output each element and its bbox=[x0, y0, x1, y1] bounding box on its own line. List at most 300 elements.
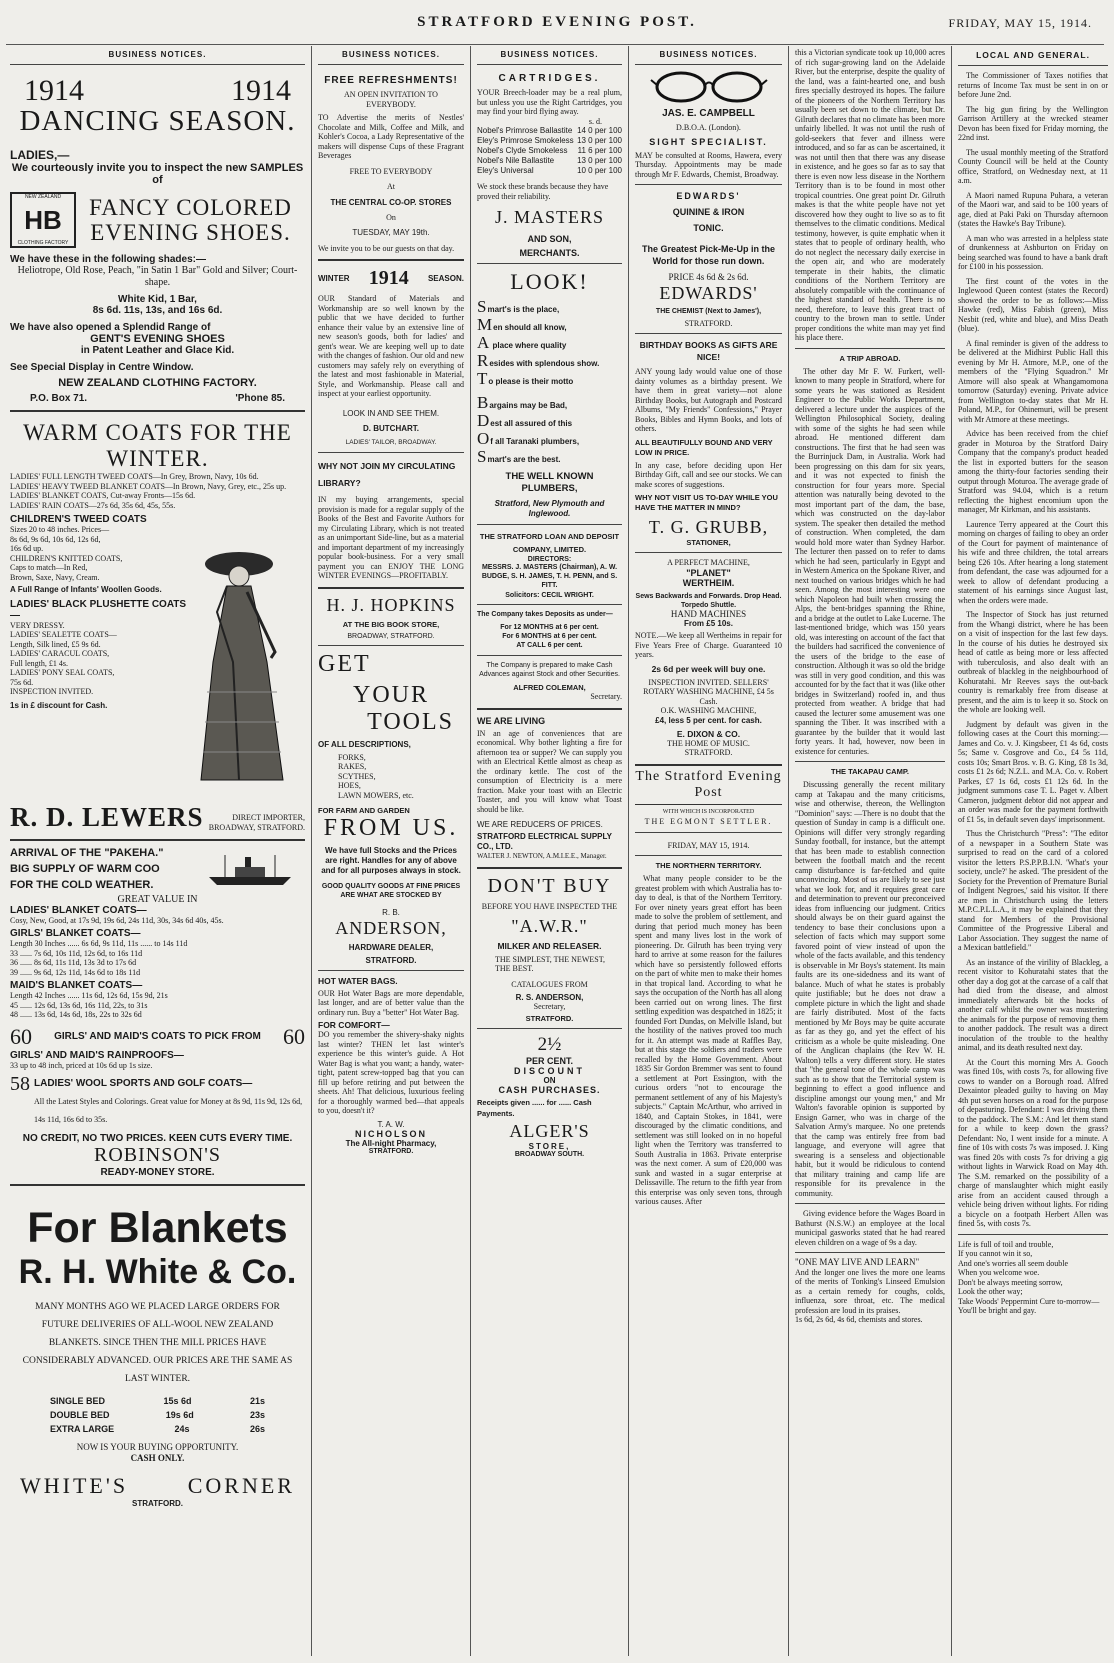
edwards-stratford: STRATFORD. bbox=[684, 318, 733, 328]
fancy-shoes-block bbox=[10, 192, 305, 248]
dixon-name: E. DIXON & CO. bbox=[676, 728, 741, 739]
farm-garden: FOR FARM AND GARDEN bbox=[318, 806, 410, 815]
lewers-address-line2: BROADWAY, STRATFORD. bbox=[208, 823, 305, 832]
divider bbox=[318, 970, 464, 971]
masthead bbox=[0, 0, 1114, 40]
winter-right: SEASON. bbox=[427, 274, 464, 283]
taw-initials: T. A. W. bbox=[377, 1119, 405, 1129]
fancy-shoes-headline: FANCY COLORED EVENING SHOES. bbox=[89, 195, 292, 245]
directors-label: DIRECTORS: bbox=[527, 556, 572, 563]
acrostic-line bbox=[477, 431, 622, 449]
column-2-advertisements bbox=[312, 46, 471, 1656]
lady-in-coat-illustration bbox=[187, 542, 297, 787]
loan-company: THE STRATFORD LOAN AND DEPOSIT COMPANY, LIMITED. bbox=[479, 532, 620, 554]
hot-water-bags: HOT WATER BAGS. bbox=[318, 975, 398, 986]
coat-line: LADIES' FULL LENGTH TWEED COATS—In Grey, Brown, Navy, 10s 6d. bbox=[10, 472, 259, 481]
issue-date: FRIDAY, MAY 15, 1914. bbox=[948, 16, 1092, 30]
acrostic-initial: O bbox=[477, 429, 490, 448]
divider bbox=[477, 867, 622, 869]
northern-territory-text: What many people consider to be the greatest problem with which Australia has to-day to deal, is that of the Northern Territory. For over ninety years great effort has been made to solve the problem of settlement, and during that period much money has been spent and many lives lost in the work of pioneering. Dr. Gilruth has been trying very hard to arrive at some reason for the failures which have so persistently followed efforts on the part of white men to make their homes in that tropical land. According to what he says the occupation of the North has all along been carried out on wrong lines. The first settling expedition was despatched in 1825; it founded Fort Dundas, on Melville Island, but the hostility of the natives proved too much for it. An attempt was made at Raffles Bay, but at this stage the soldiers and traders were recalled by the Home Government. About 1835 Sir Gordon Bremmer was sent to found a settlement at Port Essington, with the curious orders "not to encourage the permanent settlement of any of his Majesty's subjects." Captain McArthur, who arrived in 1840, and Captain Stokes, in 1841, were discouraged by the climatic conditions, and settlement was still looked on in no hopeful light when the Territory was transferred to South Australia in 1863. Private enterprise was the next comer. A sum of £20,000 was sunk and wasted in a sugar enterprise at Delissaville. The return to the fifth year from this enterprise was only seven tons, through various causes. After bbox=[635, 874, 782, 1206]
cartridge-name: Eley's Primrose Smokeless bbox=[477, 136, 574, 145]
column-1-advertisements bbox=[4, 46, 312, 1656]
shoe-prices: 8s 6d. 11s, 13s, and 16s 6d. bbox=[92, 305, 223, 316]
blanket-coats: LADIES' BLANKET COATS— bbox=[10, 904, 147, 916]
robinsons-ad bbox=[10, 847, 305, 1178]
verse-line: Take Woods' Peppermint Cure to-morrow— bbox=[958, 1296, 1100, 1306]
verse bbox=[958, 1240, 1108, 1316]
awr-name: "A.W.R." bbox=[511, 915, 588, 936]
acrostic-text: argains may be Bad, bbox=[489, 401, 568, 410]
territory-continued: this a Victorian syndicate took up 10,000 acres of rich sugar-growing land on the Adelaide River, but the enterprise, despite the quality of the land, was a faint-hearted one, and bush fires specially destroyed its hopes. The failure of the pioneers of the Northern Territory has usually been set down to the climate, but Dr. Gilruth declares that no climate has been more unfairly libelled. It was not until the rush of gold-seekers that fever and illness were introduced, and so far as can be ascertained, it was not until then that there was any disease in existence, and he goes so far as to say that there is even now less disease in the Northern Territory than is to be found in most other tropical countries. One great point Dr. Gilruth makes is that the white people have not yet discovered how they ought to live so as to fit themselves to the climatic conditions. Medical testimony, however, is quite emphatic when it states that to people of ordinary health, who do not neglect the necessary daily exercise in the open air, and who are moderately temperate in their habits, the climatic conditions of the Northern Territory are absolutely compatible with the continuance of the highest standard of health. There is no need, therefore, to leave this great tract of country to the brown man to settle. Under proper conditions the white man may yet find his place there. bbox=[795, 48, 945, 342]
child-line: Sizes 20 to 48 inches. Prices— bbox=[10, 525, 110, 534]
divider bbox=[10, 410, 305, 412]
takapau-heading: THE TAKAPAU CAMP. bbox=[831, 767, 909, 776]
cartridge-price: 13 0 per 100 bbox=[577, 156, 622, 165]
anderson-stratford: STRATFORD. bbox=[365, 955, 417, 965]
cartridge-price: 10 0 per 100 bbox=[577, 166, 622, 175]
blanket-text: MANY MONTHS AGO WE PLACED LARGE ORDERS FOR FUTURE DELIVERIES OF ALL-WOOL NEW ZEALAND BLANKETS. SINCE THEN THE MILL PRICES HAVE CONSIDERABLY ADVANCED. OUR PRICES ARE THE SAME AS LAST WINTER. bbox=[22, 1302, 293, 1384]
column-4-advertisements-and-editorial bbox=[629, 46, 789, 1656]
hopkins-name: H. J. HOPKINS bbox=[326, 594, 456, 615]
your-headline: YOUR bbox=[352, 681, 429, 708]
acrostic-text: mart's is the place, bbox=[487, 305, 560, 314]
coat-line: LADIES' RAIN COATS—27s 6d, 35s 6d, 45s, 55s. bbox=[10, 500, 176, 510]
bed-row bbox=[10, 1422, 305, 1436]
why-not-visit: WHY NOT VISIT US TO-DAY WHILE YOU HAVE THE MATTER IN MIND? bbox=[635, 493, 778, 512]
plush-line: INSPECTION INVITED. bbox=[10, 687, 94, 696]
free-to-everybody: FREE TO EVERYBODY bbox=[349, 166, 433, 176]
dont-buy-headline: DON'T BUY bbox=[487, 875, 612, 897]
maids-line: 48 ...... 13s 6d, 14s 6d, 18s, 22s to 32s 6d bbox=[10, 1010, 142, 1019]
wool-line: All the Latest Styles and Colorings. Great value for Money at 8s 9d, 11s 9d, 12s 6d, 14s 11d, 16s 6d to 35s. bbox=[34, 1097, 303, 1124]
hand-machines: HAND MACHINES bbox=[670, 608, 747, 619]
plush-line: LADIES' CARACUL COATS, bbox=[10, 649, 110, 658]
look-headline: LOOK! bbox=[510, 269, 589, 294]
bed-price: 19s 6d bbox=[165, 1410, 194, 1420]
on-word: ON bbox=[543, 1075, 556, 1085]
bed-price: 15s 6d bbox=[163, 1396, 192, 1406]
coleman-title: Secretary. bbox=[590, 692, 622, 701]
ladies-salutation: LADIES,— bbox=[10, 148, 70, 162]
girls-line: 36 ...... 8s 6d, 11s 11d, 13s 3d to 17s 6d bbox=[10, 958, 137, 967]
column-6-local-and-general bbox=[952, 46, 1114, 1656]
gents-shoes: GENT'S EVENING SHOES bbox=[90, 333, 225, 345]
plush-line: VERY DRESSY. bbox=[10, 620, 65, 630]
bed-label: SINGLE BED bbox=[50, 1396, 106, 1406]
cartridge-row bbox=[477, 126, 622, 136]
algers-name: ALGER'S bbox=[509, 1120, 590, 1141]
butchart: D. BUTCHART. bbox=[363, 424, 419, 433]
po-box: P.O. Box 71. bbox=[30, 393, 88, 404]
logo-top-text: NEW ZEALAND bbox=[24, 194, 62, 200]
section-header: BUSINESS NOTICES. bbox=[500, 50, 599, 59]
news-paragraph: The Commissioner of Taxes notifies that returns of Income Tax must be sent in on or before June 2nd. bbox=[958, 71, 1108, 99]
simplest-newest: THE SIMPLEST, THE NEWEST, THE BEST. bbox=[495, 954, 605, 973]
divider bbox=[10, 1184, 305, 1186]
why-join-library: WHY NOT JOIN MY CIRCULATING LIBRARY? bbox=[318, 461, 456, 488]
nicholson-name: NICHOLSON bbox=[355, 1129, 427, 1139]
one-may-live-price: 1s 6d, 2s 6d, 4s 6d, chemists and stores. bbox=[795, 1315, 923, 1324]
divider bbox=[318, 452, 464, 453]
logo-bottom-text: CLOTHING FACTORY bbox=[17, 240, 69, 246]
full-stocks: We have full Stocks and the Prices are right. Handles for any of above and for all purposes always in stock. bbox=[321, 846, 461, 875]
girls-line: 33 ...... 7s 6d, 10s 11d, 12s 6d, to 16s 11d bbox=[10, 948, 143, 958]
divider bbox=[635, 184, 782, 185]
bed-price: 23s bbox=[249, 1410, 265, 1420]
algers-store: STORE, bbox=[528, 1141, 571, 1151]
one-may-live-heading: "ONE MAY LIVE AND LEARN" bbox=[795, 1257, 920, 1267]
section-header: BUSINESS NOTICES. bbox=[342, 50, 440, 59]
cartridge-name: Nobel's Primrose Ballastite bbox=[477, 126, 573, 135]
child-line: CHILDREN'S KNITTED COATS, bbox=[10, 553, 123, 563]
open-invitation: AN OPEN INVITATION TO EVERYBODY. bbox=[344, 90, 438, 109]
anderson-secretary: Secretary, bbox=[533, 1002, 566, 1011]
from-us-headline: FROM US. bbox=[323, 815, 459, 841]
acrostic-text: place where quality bbox=[490, 341, 567, 350]
divider bbox=[795, 761, 945, 762]
divider bbox=[958, 65, 1108, 66]
divider bbox=[477, 655, 622, 656]
cartridge-name: Eley's Universal bbox=[477, 166, 534, 175]
cartridge-price: 14 0 per 100 bbox=[577, 126, 622, 135]
birthday-books: BIRTHDAY BOOKS AS GIFTS ARE NICE! bbox=[639, 340, 778, 362]
trip-abroad-text: The other day Mr F. W. Furkert, well-known to many people in Stratford, where for some years he was stationed as Resident Engineer to the Public Works Department, delivered a lecture under the auspices of the Wellington Philosophical Society, dealing with some of the sights he had seen while abroad. He mentioned different dam constructions. The first that he had seen was the Burrinjuck Dam, in Australia. Work had been progressing on this dam for six years, and it was not expected to finish the construction for four years more. Special attention was naturally being devoted to the most important part of the dam, the base, which was constructed on the day-labor system. The speaker then detailed the method of construction. When completed, the dam would hold more water than Sydney Harbor. The lecturer then passed on to refer to dams which he had seen, particularly in Egypt and in Western America on the Spokane River, and next touched on various bridges which he had seen. Among the most interesting were one which Napoleon had built when crossing the Alps, the bent-bridges spanning the Rhine, and a bridge at the outlet to Lake Lucerne. The last-mentioned bridge, which was 150 years old, was interesting on account of the fact that the builders had sacrificed the convenience of the users of the bridge to the ease of construction. Although it was so old the bridge was still in very good condition, and this was accounted for by the fact that it was (like other bridges in Switzerland) roofed in, and thus protected from weather. A bridge that had caused the lecturer some amusement was one spanning the Tiber. It was inscribed with a guarantee by the builder that it would last forty years. It had, however, now been in existence for centuries. bbox=[795, 366, 946, 756]
fifty-eight: 58 bbox=[10, 1073, 30, 1095]
column-5-editorial bbox=[789, 46, 952, 1656]
acrostic-text: en should all know, bbox=[493, 323, 567, 332]
dancing-season-headline: DANCING SEASON. bbox=[19, 105, 296, 137]
trip-abroad-heading: A TRIP ABROAD. bbox=[839, 353, 901, 363]
news-paragraph: A final reminder is given of the address to be delivered at the Midhirst Public Hall this evening by Mr H. Atmore, M.P., one of the members of the "Flying Squadron." Mr Atmore will also speak at Whangamomona tomorrow (Saturday) evening. Private advice from Wellington to-day states that Mr H. Poland, M.P., for Ohinemuri, will be present with Mr Atmore at these meetings. bbox=[958, 338, 1108, 424]
hb-monogram-icon: HB bbox=[24, 205, 62, 235]
plush-line: 75s 6d. bbox=[10, 677, 34, 687]
quinine-iron: QUININE & IRON bbox=[672, 207, 745, 217]
tool-list bbox=[318, 753, 464, 801]
local-general-heading: LOCAL AND GENERAL. bbox=[976, 50, 1090, 60]
central-co-op: THE CENTRAL CO-OP. STORES bbox=[330, 197, 452, 207]
nz-clothing-factory-logo bbox=[10, 192, 76, 248]
shades-text: Heliotrope, Old Rose, Peach, "in Satin 1 Bar" Gold and Silver; Court-shape. bbox=[17, 265, 298, 288]
news-paragraph: Thus the Christchurch "Press": "The editor of a newspaper in a Southern State was surprised to read on the card of a colored visitor the letters P.S.P.P.B.I.N. 'What's your society, uncle?' he asked. 'The president of the Society for the Prevention of Premature Burial of Indigent Negroes,' said his visitor. If there are men in Christchurch using the letters M.P.C.P.L.L.A., it may be explained that they stand for Members of the Provisional Committee of the Progressive Liberal and Labor Association. They suggest the name of a Mexican battlefield." bbox=[958, 829, 1108, 952]
bed-price: 26s bbox=[249, 1424, 265, 1434]
acrostic-text: est all assured of this bbox=[490, 419, 573, 428]
divider bbox=[795, 348, 945, 349]
grubb-name: T. G. GRUBB, bbox=[648, 517, 769, 537]
deposits-heading: The Company takes Deposits as under— bbox=[477, 611, 613, 618]
section-header: BUSINESS NOTICES. bbox=[108, 50, 207, 59]
newton-manager: WALTER J. NEWTON, A.M.I.E.E., Manager. bbox=[477, 851, 607, 860]
sixty-right: 60 bbox=[282, 1023, 305, 1049]
acrostic-line bbox=[477, 335, 622, 353]
sixty-left: 60 bbox=[10, 1023, 32, 1049]
library-text: IN my buying arrangements, special provision is made for a regular supply of the Books of the Best and Favorite Authors for my Circulating Library, which is not treated as an unimportant Side-line, but as a material and important department of my increasingly popular book-business. For a very small payment you can ENJOY THE LONG WINTER EVENINGS—PROFITABLY. bbox=[318, 495, 464, 580]
we-are-living: WE ARE LIVING bbox=[477, 715, 546, 726]
per-week: 2s 6d per week will buy one. bbox=[651, 663, 766, 674]
greatest-pick-me-up: The Greatest Pick-Me-Up in the World for those run down. bbox=[641, 244, 776, 266]
tool-item: SCYTHES, bbox=[338, 771, 376, 781]
acrostic-line bbox=[477, 413, 622, 431]
dixon-stratford: STRATFORD. bbox=[684, 748, 733, 757]
tonic-price: PRICE 4s 6d & 2s 6d. bbox=[668, 272, 749, 282]
divider bbox=[635, 855, 782, 856]
deposit-rate: For 6 MONTHS at 6 per cent. bbox=[502, 633, 597, 640]
blanket-line: Cosy, New, Good, at 17s 9d, 19s 6d, 24s 11d, 30s, 34s 6d 40s, 45s. bbox=[10, 915, 224, 925]
coleman: ALFRED COLEMAN, bbox=[513, 683, 586, 692]
deposit-rate: AT CALL 6 per cent. bbox=[516, 642, 583, 649]
girls-coats: GIRLS' BLANKET COATS— bbox=[10, 928, 141, 939]
solicitors: Solicitors: CECIL WRIGHT. bbox=[505, 592, 594, 599]
plush-line: Length, Silk lined, £5 9s 6d. bbox=[10, 639, 101, 649]
column-3-advertisements bbox=[471, 46, 629, 1656]
edwards-heading: EDWARDS' bbox=[676, 191, 741, 201]
year-row bbox=[10, 70, 305, 106]
divider bbox=[318, 64, 464, 65]
sixty-coats-row bbox=[10, 1024, 305, 1050]
cartridges-text: YOUR Breech-loader may be a real plum, but unless you use the Right Cartridges, you may find your bird flying away. bbox=[477, 88, 622, 116]
per-cent: PER CENT. bbox=[525, 1055, 573, 1066]
whites-left: WHITE'S bbox=[20, 1473, 129, 1498]
electrical-company: STRATFORD ELECTRICAL SUPPLY CO., LTD. bbox=[477, 831, 612, 851]
verse-line: Don't be always meeting sorrow, bbox=[958, 1277, 1063, 1287]
reducers: WE ARE REDUCERS OF PRICES. bbox=[477, 820, 603, 829]
hot-water-text: OUR Hot Water Bags are more dependable, last longer, and are of better value than the ordinary run. Buy a "better" Hot Water Bag. bbox=[318, 988, 464, 1017]
masters-name: J. MASTERS bbox=[494, 207, 605, 227]
acrostic-initial: B bbox=[477, 393, 489, 412]
bed-label: DOUBLE BED bbox=[50, 1410, 110, 1420]
look-in: LOOK IN AND SEE THEM. bbox=[342, 408, 440, 418]
for-comfort: FOR COMFORT— bbox=[318, 1020, 390, 1030]
tool-item: RAKES, bbox=[338, 762, 367, 771]
news-paragraph: The usual monthly meeting of the Stratford County Council will be held at the County office, Stratford, on Wednesday next, at 11 a.m. bbox=[958, 147, 1108, 185]
cartridge-price: 11 6 per 100 bbox=[577, 146, 622, 155]
year-left: 1914 bbox=[24, 74, 84, 107]
ladies-tailor: LADIES' TAILOR, BROADWAY. bbox=[345, 438, 437, 446]
deposit-rate: For 12 MONTHS at 6 per cent. bbox=[500, 624, 599, 631]
buying-opportunity: NOW IS YOUR BUYING OPPORTUNITY. bbox=[76, 1442, 239, 1452]
maids-line: Length 42 Inches ...... 11s 6d, 12s 6d, 15s 9d, 21s bbox=[10, 991, 168, 1000]
top-rule bbox=[6, 44, 1104, 45]
warm-coats-ad bbox=[10, 472, 305, 802]
living-text: IN an age of conveniences that are economical. Why bother lighting a fire for afternoon tea or supper? We can supply you with an Electrical Kettle almost as cheap as the ordinary kettle. The cost of the consumption of Electricity is a mere fraction. Make your toast with an Electric Toaster, and you will know what Toast should be like. bbox=[477, 728, 622, 814]
infants-range: A Full Range of Infants' Woollen Goods. bbox=[10, 585, 162, 594]
acrostic-line bbox=[477, 395, 622, 413]
acrostic-text: esides with splendous show. bbox=[489, 359, 600, 368]
anderson-stratford: STRATFORD. bbox=[525, 1013, 574, 1023]
beautiful-text: In any case, before deciding upon Her Birthday Gift, call and see our stocks. We can make scores of suggestions. bbox=[635, 460, 782, 489]
news-paragraph: The first count of the votes in the Inglewood Queen contest (states the Record) showed the order to be as follows:—Miss Hawke (red), Miss Fabish (green), Miss Nesbit (red, white and blue), and Miss Death (blue). bbox=[958, 276, 1108, 333]
robinsons-name: ROBINSON'S bbox=[94, 1144, 221, 1166]
at-label: At bbox=[387, 182, 395, 191]
divider bbox=[477, 263, 622, 264]
bed-label: EXTRA LARGE bbox=[50, 1424, 115, 1434]
edwards-name: EDWARDS' bbox=[659, 282, 758, 303]
great-value: GREAT VALUE IN bbox=[117, 894, 198, 905]
winter-season-row bbox=[318, 267, 464, 290]
maids-coats: MAID'S BLANKET COATS— bbox=[10, 980, 143, 991]
rb-initials: R. B. bbox=[382, 908, 400, 917]
news-paragraph: As an instance of the virility of Blackleg, a recent visitor to Kohuratahi states that the other day a dog got at the carcase of a calf that had died from the disease, and almost immediately afterwards bit the hocks of another calf whilst the owner was mustering the animals for the purpose of removing them to another paddock. The result was a direct inoculation of the trouble to the healthy animal, and its death resulted next day. bbox=[958, 957, 1108, 1052]
divider bbox=[318, 587, 464, 589]
and-son: AND SON, bbox=[527, 234, 572, 244]
cart-currency-head: s. d. bbox=[588, 116, 602, 126]
coat-line: LADIES' HEAVY TWEED BLANKET COATS—In Brown, Navy, Grey, etc., 25s up. bbox=[10, 481, 287, 491]
merchants: MERCHANTS. bbox=[519, 248, 580, 258]
raincoats: GIRLS' AND MAID'S RAINPROOFS— bbox=[10, 1049, 184, 1061]
cash-discount: 1s in £ discount for Cash. bbox=[10, 700, 108, 710]
child-line: 8s 6d, 9s 6d, 10s 6d, 12s 6d, bbox=[10, 534, 101, 544]
winter-text: OUR Standard of Materials and Workmanship are so well known by the public that we have decided to further enhance their value by an extensive line of new season's goods, both for ladies' and gent's wear. We are keeping well up to date with the changes of fashion. Our old and new customers may safely rely on everything of the latest and most fashionable in Material, Style, and Workmanship. Please call and inspect at your earliest opportunity. bbox=[318, 294, 464, 398]
acrostic-initial: M bbox=[477, 315, 493, 334]
director-names: MESSRS. J. MASTERS (Chairman), A. W. BUDGE, S. H. JAMES, T. H. PENN, and S. FITT. bbox=[481, 564, 618, 589]
lewers-name: R. D. LEWERS bbox=[10, 802, 204, 832]
cash-only: CASH ONLY. bbox=[130, 1452, 185, 1463]
hopkins-address: BROADWAY, STRATFORD. bbox=[347, 632, 435, 640]
acrostic-text: o please is their motto bbox=[488, 377, 574, 386]
cartridge-name: Nobel's Nile Ballastite bbox=[477, 156, 555, 165]
all-descriptions: OF ALL DESCRIPTIONS, bbox=[318, 739, 411, 749]
get-headline: GET bbox=[318, 650, 371, 677]
newspaper-title: STRATFORD EVENING POST. bbox=[417, 14, 697, 30]
receipts-given: Receipts given ...... for ...... Cash Payments. bbox=[477, 1097, 592, 1118]
lewers-footer bbox=[10, 802, 305, 833]
news-paragraph: Judgment by default was given in the following cases at the Court this morning:—James and Co. v. J. Kingsbeer, £1 4s 6d, costs 5s; Same v. Cosgrove and Co., £4 5s 11d, costs 10s; Smart Bros. v. B. G. King, £8 1s 3d, costs £1 2s 6d; N.Z.L. and M.A. Co. v. Robert Parkes, £7 1s 6d, costs £1 12s 6d. In the judgment summons case T. L. Paget v. Albert Cameron, judgment debtor did not appear and an order was made for the payment forthwith of £1 5s, in default seven days' imprisonment. bbox=[958, 719, 1108, 824]
child-line: Caps to match—In Red, bbox=[10, 563, 88, 572]
sixty-text: GIRLS' AND MAID'S COATS TO PICK FROM bbox=[54, 1031, 261, 1042]
cold-weather: FOR THE COLD WEATHER. bbox=[10, 879, 154, 891]
tools-headline: TOOLS bbox=[367, 708, 454, 735]
steamship-icon bbox=[205, 853, 295, 887]
lewers-address-line1: DIRECT IMPORTER, bbox=[232, 813, 305, 822]
cash-purchases: CASH PURCHASES. bbox=[498, 1084, 601, 1095]
no-credit: NO CREDIT, NO TWO PRICES. KEEN CUTS EVERY TIME. bbox=[22, 1133, 293, 1144]
year-right: 1914 bbox=[231, 74, 291, 107]
catalogues-from: CATALOGUES FROM bbox=[511, 979, 588, 989]
cartridges-headline: CARTRIDGES. bbox=[498, 73, 601, 84]
cartridge-row bbox=[477, 166, 622, 176]
divider bbox=[635, 552, 782, 553]
shades-heading: We have these in the following shades:— bbox=[10, 254, 206, 265]
egmont-settler: THE EGMONT SETTLER. bbox=[644, 817, 773, 826]
takapau-text: Discussing generally the recent military camp at Takapau and the many criticisms, wise and otherwise, thereon, the Wellington "Dominion" says: —There is no doubt that the question of Sunday in camp is a difficult one. Opinions will differ very strongly regarding Sunday football, for instance, but the attempt that has been made to establish connection between the football match and the recent camp disturbance is far-fetched and quite unconvincing. Most of us are likely to see just what we look for, and it requires great care and determination to prevent our preconceived ideas from influencing our judgment. Critics should always be on their guard against the tendency to base their conclusions upon a selection of facts which may support some favored point of view instead of upon the whole of the facts available, and this tendency is observable in Mr Boys's statement. Its main faults are its one-sidedness and its want of balance. Much of what he states is probably quite justifiable; but he does not draw a complete picture in which the light and shade are fairly distributed. Most of the facts mentioned by Mr Boys may be quite accurate as far as they go, and yet the effect of his criticism as a whole be quite misleading. One of the Anglican chaplains (the Rev W. H. Walton) tells a very different story. He states that "the general tone of the whole camp was such as to show that the Territorial system is beginning to effect a good influence and discipline amongst our young men," and Mr Walton's favorable opinion is supported by Ensign Garner, who was in charge of the Salvation Army's marquee. No one pretends that the camp was entirely free from bad language, and everyone will agree that swearing is a senseless and objectionable habit, but it would be ridiculous to contend that military training and camp life are responsible for its prevalence in the community. bbox=[795, 780, 945, 1198]
divider bbox=[318, 645, 464, 646]
less-cash: £4, less 5 per cent. for cash. bbox=[655, 715, 762, 725]
whites-right: CORNER bbox=[187, 1473, 295, 1498]
tonic: TONIC. bbox=[693, 223, 724, 233]
planet: "PLANET" bbox=[686, 567, 731, 578]
perfect-machine: A PERFECT MACHINE, bbox=[667, 558, 750, 567]
hardware-dealer: HARDWARE DEALER, bbox=[348, 942, 434, 952]
arrival-headline: ARRIVAL OF THE "PAKEHA." bbox=[10, 847, 164, 859]
acrostic-text: mart's are the best. bbox=[487, 455, 561, 464]
plumber-locations: Stratford, New Plymouth and Inglewood. bbox=[494, 499, 605, 518]
discount-percent: 2½ bbox=[537, 1033, 562, 1055]
acrostic-line bbox=[477, 353, 622, 371]
divider bbox=[795, 1252, 945, 1253]
bed-row bbox=[10, 1394, 305, 1408]
comfort-text: DO you remember the shivery-shaky nights last winter? THEN let last winter's experience be this winter's guide. A Hot Water Bag is what you want; a handy, water-tight, patent screw-topped bag that you can fill up before retiring and put between the sheets. Ah! That delicious, luxurious feeling for a thoroughly warmed bed—that appeals to you, doesn't it? bbox=[318, 1030, 464, 1115]
anderson-name: ANDERSON, bbox=[335, 917, 447, 938]
wages-board: Giving evidence before the Wages Board in Bathurst (N.S.W.) an employee at the local municipal gasworks stated that he had reared eleven children on a wage of 9s a day. bbox=[795, 1209, 945, 1247]
verse-line: When you welcome woe. bbox=[958, 1268, 1040, 1277]
girls-line: 39 ...... 9s 6d, 12s 11d, 14s 6d to 18s 11d bbox=[10, 967, 141, 977]
home-of-music: THE HOME OF MUSIC. bbox=[667, 738, 750, 748]
rh-white-ad bbox=[10, 1204, 305, 1509]
one-may-live-text: And the longer one lives the more one learns of the merits of Tonking's Linseed Emulsion as a certain remedy for coughs, colds, influenza, sore throat, etc. The medical profession are loud in its praises. bbox=[795, 1267, 945, 1315]
opened-range: We have also opened a Splendid Range of bbox=[10, 322, 211, 333]
on-label: On bbox=[386, 212, 396, 222]
wertheim-note: NOTE.—We keep all Wertheims in repair for Five Years Free of Charge. Guaranteed 10 years. bbox=[635, 631, 782, 659]
warm-coats-headline: WARM COATS FOR THE WINTER. bbox=[23, 420, 292, 471]
acrostic-line bbox=[477, 299, 622, 317]
white-kid: White Kid, 1 Bar, bbox=[118, 294, 197, 305]
incorporated-with: WITH WHICH IS INCORPORATED bbox=[662, 808, 755, 815]
section-header: BUSINESS NOTICES. bbox=[659, 50, 758, 59]
child-line: 16s 6d up. bbox=[10, 544, 44, 553]
special-display: See Special Display in Centre Window. bbox=[10, 362, 194, 373]
acrostic-initial: D bbox=[477, 411, 490, 430]
news-paragraph: A man who was arrested in a helpless state of drunkenness at Ashburton on Friday on being searched was found to have a bank draft for £100 in his possession. bbox=[958, 233, 1108, 271]
wool-sports-row bbox=[10, 1073, 305, 1127]
plush-line: LADIES' SEALETTE COATS— bbox=[10, 630, 117, 639]
girls-line: Length 30 Inches ...... 6s 6d, 9s 11d, 11s ...... to 14s 11d bbox=[10, 939, 188, 948]
divider bbox=[477, 524, 622, 525]
sight-specialist: SIGHT SPECIALIST. bbox=[649, 136, 768, 147]
news-paragraph: Advice has been received from the chief grader in Moturoa by the Stratford Dairy Company that the company's product headed the list in exported butters for the season among the thirty-four factories sending their output through Moturoa. The average grade of Stratford was 94.04, which is a return reflecting the highest encomium upon the manager, Mr Kirkman, and his assistants. bbox=[958, 429, 1108, 514]
raincoats-line: 33 up to 48 inch, priced at 10s 6d up 1s size. bbox=[10, 1060, 153, 1070]
news-paragraph: The Inspector of Stock has just returned from the Whangi district, where he has been on a visit of inspection for the last few days. In the course of his duties he destroyed six head of cattle as being more or less affected with tuberculosis, and also dealt with an outbreak of blackleg in the neighbourhood of Kohuratahi. Mr Reeves says the out-back country is remarkably free from disease at present, and the aim is to keep it so. Stock on the whole are looking well. bbox=[958, 610, 1108, 714]
divider bbox=[477, 604, 622, 605]
whites-corner-row bbox=[10, 1473, 305, 1499]
invite-line: We courteously invite you to inspect the new SAMPLES of bbox=[11, 162, 304, 186]
bed-price: 21s bbox=[249, 1396, 265, 1406]
cash-advances: The Company is prepared to make Cash Advances against Stock and other Securities. bbox=[479, 662, 620, 678]
cartridge-row bbox=[477, 156, 622, 166]
nz-clothing-factory: NEW ZEALAND CLOTHING FACTORY. bbox=[58, 377, 257, 389]
sight-text: MAY be consulted at Rooms, Hawera, every Thursday. Appointments may be made through Mr F. Edwards, Chemist, Broadway. bbox=[635, 150, 782, 179]
winter-left: WINTER bbox=[318, 274, 350, 283]
tool-item: HOES, bbox=[338, 781, 361, 790]
big-supply: BIG SUPPLY OF WARM COO bbox=[10, 863, 160, 875]
free-refreshments: FREE REFRESHMENTS! bbox=[324, 75, 458, 86]
acrostic-initial: A bbox=[477, 333, 490, 352]
cartridge-row bbox=[477, 136, 622, 146]
acrostic-initial: S bbox=[477, 447, 487, 466]
acrostic-line bbox=[477, 317, 622, 335]
plushette-coats: LADIES' BLACK PLUSHETTE COATS— bbox=[10, 598, 187, 621]
wool-sports: LADIES' WOOL SPORTS AND GOLF COATS— bbox=[34, 1078, 253, 1089]
divider bbox=[477, 708, 622, 710]
refresh-text: TO Advertise the merits of Nestles' Chocolate and Milk, Coffee and Milk, and Kohler's Cocoa, a Lady Representative of the makers will dispense Cups of these Fragrant Beverages bbox=[318, 113, 464, 160]
rs-anderson: R. S. ANDERSON, bbox=[515, 993, 584, 1002]
wertheim: WERTHEIM. bbox=[682, 577, 735, 588]
acrostic-initial: S bbox=[477, 297, 487, 316]
news-paragraph: A Maori named Rupuna Puhara, a veteran of the Maori war, and said to be 100 years of age, died at Paki Paki on Thursday afternoon (states the Hawke's Bay Tribune). bbox=[958, 190, 1108, 228]
for-blankets-headline: For Blankets bbox=[27, 1204, 288, 1252]
patent-leather: in Patent Leather and Glace Kid. bbox=[80, 345, 235, 356]
spectacles-icon bbox=[649, 70, 769, 104]
cartridge-name: Nobel's Clyde Smokeless bbox=[477, 146, 568, 155]
verse-line: And one's worries all seem double bbox=[958, 1258, 1069, 1268]
good-quality: GOOD QUALITY GOODS AT FINE PRICES ARE WHAT ARE STOCKED BY bbox=[321, 883, 461, 899]
all-night-pharmacy: The All-night Pharmacy, bbox=[345, 1139, 437, 1148]
divider bbox=[635, 333, 782, 334]
campbell-name: JAS. E. CAMPBELL bbox=[662, 108, 755, 119]
divider bbox=[10, 64, 305, 65]
maids-line: 45 ...... 12s 6d, 13s 6d, 16s 11d, 22s, to 31s bbox=[10, 1000, 148, 1010]
ready-money-store: READY-MONEY STORE. bbox=[100, 1167, 215, 1178]
bed-row bbox=[10, 1408, 305, 1422]
verse-line: Look the other way; bbox=[958, 1287, 1023, 1296]
